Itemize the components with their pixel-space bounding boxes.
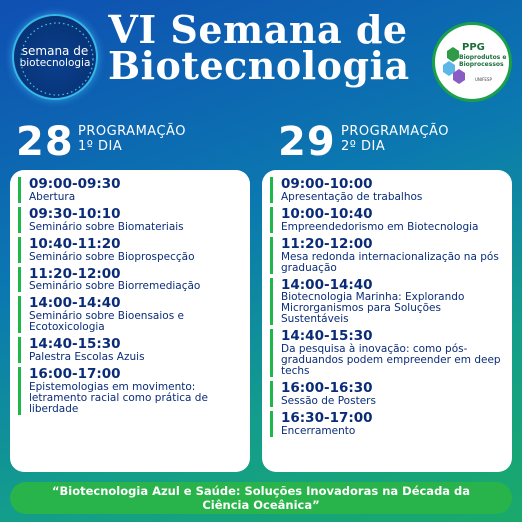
ppg-program-line2: Bioprocessos: [459, 60, 504, 68]
event-title-line2: Biotecnologia: [108, 43, 410, 89]
schedule-desc: Sessão de Posters: [281, 395, 376, 408]
schedule-time: 09:30-10:10: [29, 205, 121, 222]
day2-label-block: [341, 125, 449, 155]
logo-left-line2: biotecnologia: [19, 56, 91, 69]
schedule-desc: Epistemologias em movimento: letramento racial como prática de liberdade: [29, 381, 208, 416]
day2-label: PROGRAMAÇÃO: [341, 124, 449, 139]
day1-label-block: [78, 125, 186, 155]
schedule-desc: Abertura: [29, 190, 76, 203]
schedule-time: 16:30-17:00: [281, 410, 373, 427]
semana-logo: [12, 14, 98, 100]
day1-number: 28: [16, 119, 74, 165]
event-title: [108, 7, 410, 89]
schedule-time: 14:40-15:30: [281, 328, 373, 345]
day1-schedule-card: [10, 170, 250, 472]
schedule-desc: Palestra Escolas Azuis: [29, 351, 145, 364]
schedule-desc: Mesa redonda internacionalização na pós graduação: [281, 250, 499, 274]
schedule-desc: Apresentação de trabalhos: [281, 190, 423, 203]
schedule-time: 14:00-14:40: [281, 276, 373, 293]
ppg-program-name: [459, 55, 511, 69]
schedule-time: 11:20-12:00: [281, 235, 373, 252]
schedule-desc: Seminário sobre Bioprospecção: [29, 250, 195, 263]
ppg-institution: UNIFESP: [475, 77, 492, 82]
logo-left-line1: semana de: [21, 44, 89, 59]
schedule-item: [270, 207, 504, 233]
schedule-item: [18, 237, 242, 263]
schedule-desc: Encerramento: [281, 425, 356, 438]
schedule-time: 16:00-16:30: [281, 380, 373, 397]
schedule-desc: Seminário sobre Biorremediação: [29, 280, 201, 293]
schedule-desc: Seminário sobre Bioensaios e Ecotoxicologia: [29, 310, 184, 334]
schedule-item: [18, 296, 242, 333]
theme-banner: “Biotecnologia Azul e Saúde: Soluções Inovadoras na Década da Ciência Oceânica”: [10, 482, 512, 514]
schedule-item: [270, 177, 504, 203]
ppg-acronym: PPG: [462, 42, 485, 53]
day2-sublabel: 2º DIA: [341, 138, 386, 154]
day1-label: PROGRAMAÇÃO: [78, 124, 186, 139]
event-title-line1: VI Semana de: [108, 7, 408, 52]
day2-schedule-card: [262, 170, 512, 472]
schedule-time: 11:20-12:00: [29, 265, 121, 282]
schedule-item: [18, 367, 242, 415]
dotted-ring-decoration: [14, 16, 100, 102]
day2-number: 29: [278, 119, 336, 165]
schedule-time: 16:00-17:00: [29, 366, 121, 383]
schedule-time: 10:40-11:20: [29, 235, 121, 252]
schedule-item: [270, 411, 504, 437]
schedule-time: 14:40-15:30: [29, 336, 121, 353]
schedule-item: [18, 177, 242, 203]
schedule-desc: Seminário sobre Biomateriais: [29, 220, 184, 233]
schedule-time: 09:00-09:30: [29, 176, 121, 192]
schedule-time: 10:00-10:40: [281, 205, 373, 222]
schedule-desc: Biotecnologia Marinha: Explorando Microrganismos para Soluções Sustentáveis: [281, 291, 465, 326]
schedule-desc: Da pesquisa à inovação: como pós-graduandos podem empreender em deep techs: [281, 343, 501, 378]
schedule-item: [18, 207, 242, 233]
schedule-desc: Empreendedorismo em Biotecnologia: [281, 220, 479, 233]
schedule-item: [270, 278, 504, 326]
day1-sublabel: 1º DIA: [78, 138, 123, 154]
schedule-item: [270, 329, 504, 377]
ppg-program-line1: Bioprodutos e: [459, 54, 507, 61]
ppg-logo: [432, 22, 512, 102]
schedule-item: [18, 337, 242, 363]
schedule-item: [270, 381, 504, 407]
schedule-item: [18, 267, 242, 293]
schedule-time: 14:00-14:40: [29, 295, 121, 312]
schedule-time: 09:00-10:00: [281, 176, 373, 192]
schedule-item: [270, 237, 504, 274]
